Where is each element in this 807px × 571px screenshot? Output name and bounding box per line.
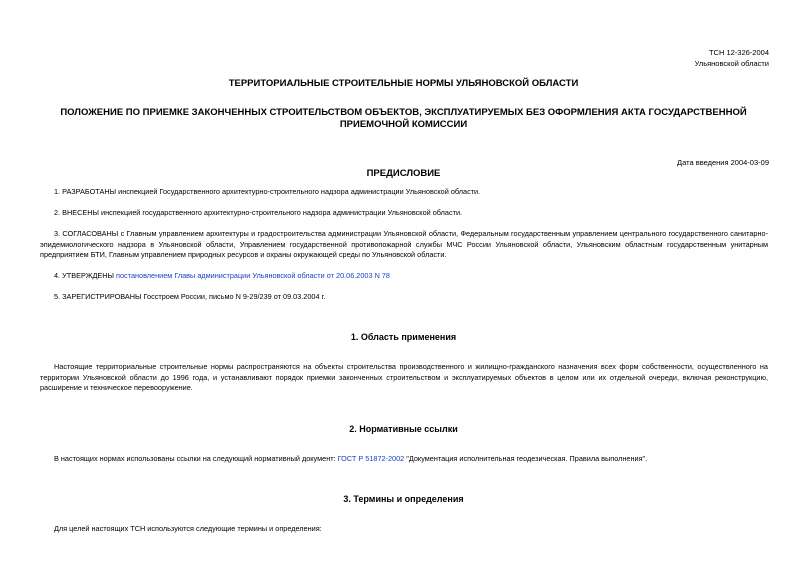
section-2-heading: 2. Нормативные ссылки — [349, 424, 458, 434]
section-2-text-prefix: В настоящих нормах использованы ссылки на следующий нормативный документ: — [54, 454, 338, 463]
section-2-text — [40, 454, 768, 465]
sub-title: ПОЛОЖЕНИЕ ПО ПРИЕМКЕ ЗАКОНЧЕННЫХ СТРОИТЕЛЬСТВОМ ОБЪЕКТОВ, ЭКСПЛУАТИРУЕМЫХ БЕЗ ОФОРМЛЕНИЯ АКТА ГОСУДАРСТВЕННОЙ ПРИЕМОЧНОЙ КОМИССИИ — [60, 107, 747, 130]
resolution-link[interactable]: постановлением Главы администрации Ульяновской области от 20.06.2003 N 78 — [116, 271, 390, 280]
section-1-text: Настоящие территориальные строительные нормы распространяются на объекты строительства производственного и жилищно-гражданского назначения всех форм собственности, осуществленного на территории Ульяновской области до 1996 года, и устанавливают порядок приемки законченных строительством и эксплуатируемых объектов в целом или их отдельной очереди, включая реконструкцию, расширение и техническое перевооружение. — [40, 362, 768, 393]
foreword-item-2: 2. ВНЕСЕНЫ инспекцией государственного архитектурно-строительного надзора администрации Ульяновской области. — [54, 208, 463, 217]
foreword-item-4-text: 4. УТВЕРЖДЕНЫ — [54, 271, 117, 280]
foreword-item-4 — [40, 271, 768, 282]
foreword-heading: ПРЕДИСЛОВИЕ — [366, 168, 441, 179]
foreword-item-5: 5. ЗАРЕГИСТРИРОВАНЫ Госстроем России, письмо N 9-29/239 от 09.03.2004 г. — [54, 292, 326, 301]
section-1-heading: 1. Область применения — [350, 332, 457, 342]
foreword-item-1: 1. РАЗРАБОТАНЫ инспекцией Государственного архитектурно-строительного надзора администрации Ульяновской области. — [54, 187, 481, 196]
introduction-date: Дата введения 2004-03-09 — [677, 158, 769, 167]
document-code: ТСН 12-326-2004 — [708, 48, 769, 57]
section-3-heading: 3. Термины и определения — [343, 494, 464, 504]
foreword-item-3: 3. СОГЛАСОВАНЫ с Главным управлением архитектуры и градостроительства администрации Ульяновской области, Федеральным государственным управлением центрального государственного санитарно-эпидемиологического надзора в Ульяновской области, Управлением государственной противопожарной службы МЧС России Ульяновской области, Ульяновским областным государственным унитарным предприятием БТИ, Главным управлением природных ресурсов и охраны окружающей среды по Ульяновской области. — [40, 229, 768, 260]
document-region: Ульяновской области — [694, 59, 769, 68]
section-3-text: Для целей настоящих ТСН используются следующие термины и определения: — [54, 524, 322, 533]
gost-link[interactable]: ГОСТ Р 51872-2002 — [337, 454, 405, 463]
section-2-text-suffix: "Документация исполнительная геодезическая. Правила выполнения". — [404, 454, 648, 463]
main-title: ТЕРРИТОРИАЛЬНЫЕ СТРОИТЕЛЬНЫЕ НОРМЫ УЛЬЯНОВСКОЙ ОБЛАСТИ — [228, 78, 579, 89]
document-code-block — [695, 47, 769, 69]
